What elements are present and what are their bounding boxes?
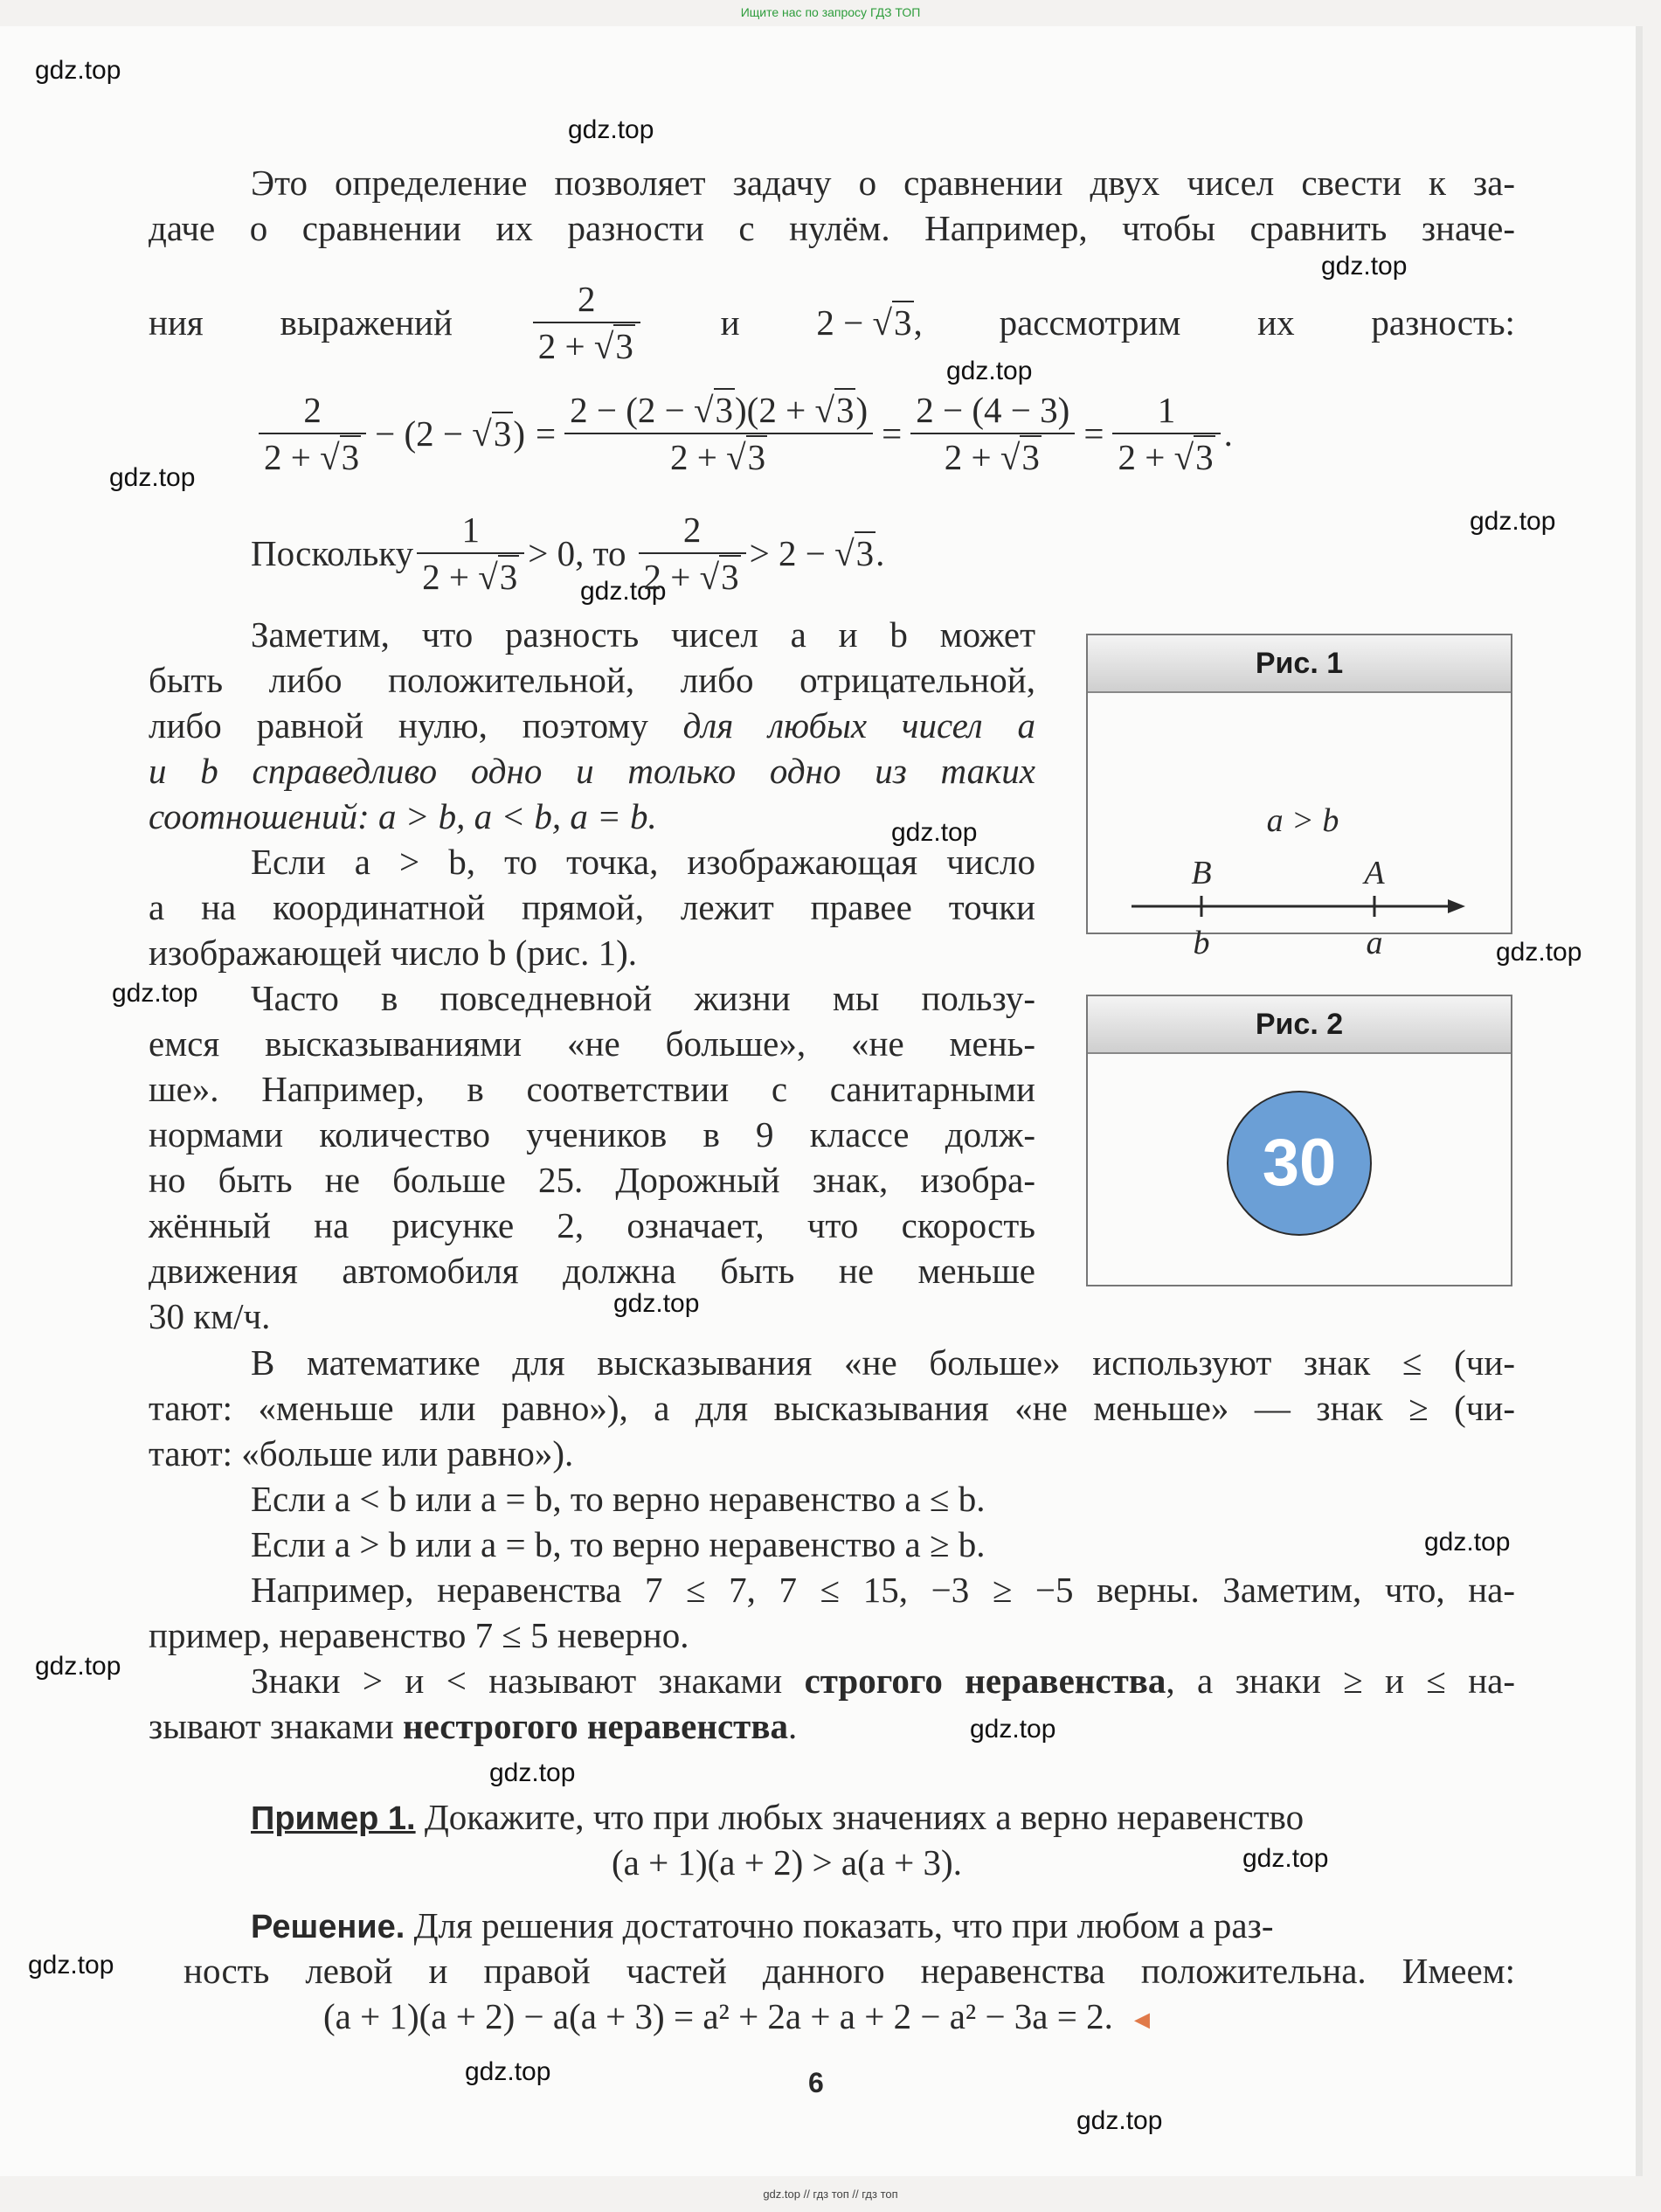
paragraph-line: В математике для высказывания «не больше» используют знак ≤ (чи-: [251, 1342, 1515, 1383]
numerator: 2: [533, 278, 640, 323]
word: выражений: [280, 302, 453, 343]
paragraph-line: Например, неравенства 7 ≤ 7, 7 ≤ 15, −3 ≥ −5 верны. Заметим, что, на-: [251, 1570, 1515, 1610]
value-b-label: b: [1193, 925, 1210, 961]
watermark: gdz.top: [35, 1652, 121, 1681]
figure-1: [1086, 634, 1512, 961]
point-a-label: A: [1364, 855, 1385, 891]
page-edge: [1636, 26, 1643, 2176]
paragraph-line: нормами количество учеников в 9 классе долж-: [149, 1114, 1035, 1155]
conclusion-line: Поскольку $\frac{1}{2 + √3}$ > 0, то $\frac{2}{2 + √3}$ > 2 − √3.: [251, 510, 885, 597]
value-a-label: a: [1366, 925, 1383, 961]
watermark: gdz.top: [891, 818, 978, 847]
speed-sign-number: 30: [1262, 1126, 1337, 1200]
watermark: gdz.top: [28, 1951, 114, 1980]
figure-title: Рис. 1: [1088, 635, 1511, 693]
figure-2: [1086, 995, 1512, 1286]
paragraph-line: даче о сравнении их разности с нулём. Например, чтобы сравнить значе-: [149, 208, 1515, 248]
top-banner[interactable]: Ищите нас по запросу ГДЗ ТОП: [740, 5, 921, 19]
fraction: $\frac{2 - (4 - 3)}{2 + √3}$: [910, 389, 1075, 478]
word: и: [720, 302, 740, 343]
solution-line: Решение. Для решения достаточно показать, что при любом a раз-: [251, 1905, 1274, 1945]
watermark: gdz.top: [1242, 1844, 1329, 1873]
denominator: 2 + √3: [537, 326, 633, 366]
end-of-proof-icon: ◄: [1129, 2006, 1155, 2035]
word: рассмотрим: [999, 302, 1181, 343]
number-line-diagram: [1088, 693, 1511, 961]
bottom-banner[interactable]: gdz.top // гдз топ // гдз топ: [763, 2188, 898, 2201]
solution-label: Решение.: [251, 1909, 405, 1945]
relation-label: a > b: [1266, 802, 1339, 839]
arrow-head: [1448, 899, 1465, 913]
paragraph-line: зывают знаками нестрогого неравенства.: [149, 1706, 798, 1746]
paragraph-line: соотношений: a > b, a < b, a = b.: [149, 796, 657, 836]
paragraph-line: [149, 278, 1515, 367]
watermark: gdz.top: [489, 1758, 576, 1787]
watermark: gdz.top: [946, 357, 1033, 385]
fraction: [533, 278, 640, 367]
word: ния: [149, 302, 204, 343]
fraction: $\frac{2}{2 + √3}$: [259, 389, 366, 478]
word: их: [1257, 302, 1295, 343]
paragraph-line: Часто в повседневной жизни мы пользу-: [251, 978, 1035, 1018]
word: Поскольку: [251, 533, 414, 573]
fraction: $\frac{1}{2 + √3}$: [417, 509, 524, 598]
watermark: gdz.top: [970, 1715, 1056, 1744]
paragraph-line: ше». Например, в соответствии с санитарными: [149, 1069, 1035, 1109]
figure-title: Рис. 2: [1088, 996, 1511, 1054]
example-formula: (a + 1)(a + 2) > a(a + 3).: [612, 1842, 962, 1883]
paragraph-line: Если a > b, то точка, изображающая число: [251, 842, 1035, 882]
paragraph-line: изображающей число b (рис. 1).: [149, 933, 637, 973]
example-heading: Пример 1. Докажите, что при любых значениях a верно неравенство: [251, 1797, 1305, 1837]
watermark: gdz.top: [1321, 252, 1408, 281]
paragraph-line: Заметим, что разность чисел a и b может: [251, 614, 1035, 655]
paragraph-line: емся высказываниями «не больше», «не мень-: [149, 1023, 1035, 1064]
word: разность:: [1371, 302, 1515, 343]
watermark: gdz.top: [35, 56, 121, 85]
paragraph-line: Если a < b или a = b, то верно неравенство a ≤ b.: [251, 1479, 986, 1519]
watermark: gdz.top: [112, 979, 198, 1008]
paragraph-line: жённый на рисунке 2, означает, что скорость: [149, 1205, 1035, 1245]
road-sign-drawing: [1088, 1054, 1511, 1285]
fraction: $\frac{2 - (2 - √3)(2 + √3)}{2 + √3}$: [564, 389, 873, 478]
paragraph-line: a на координатной прямой, лежит правее точки: [149, 887, 1035, 927]
fraction: $\frac{1}{2 + √3}$: [1112, 389, 1220, 478]
paragraph-line: пример, неравенство 7 ≤ 5 неверно.: [149, 1615, 689, 1655]
paragraph-line: тают: «больше или равно»).: [149, 1433, 574, 1474]
watermark: gdz.top: [1076, 2106, 1163, 2135]
fraction: $\frac{2}{2 + √3}$: [639, 509, 746, 598]
paragraph-line: и b справедливо одно и только одно из таких: [149, 751, 1035, 791]
watermark: gdz.top: [1470, 507, 1556, 536]
paragraph-line: Это определение позволяет задачу о сравнении двух чисел свести к за-: [251, 163, 1515, 203]
watermark: gdz.top: [1424, 1528, 1511, 1557]
paragraph-line: ность левой и правой частей данного неравенства положительна. Имеем:: [183, 1951, 1515, 1991]
point-b-label: B: [1191, 855, 1212, 891]
paragraph-line: либо равной нулю, поэтому для любых чисел a: [149, 705, 1036, 745]
watermark: gdz.top: [1496, 938, 1582, 967]
watermark: gdz.top: [580, 577, 667, 606]
paragraph-line: Если a > b или a = b, то верно неравенство a ≥ b.: [251, 1524, 986, 1564]
paragraph-line: движения автомобиля должна быть не меньше: [149, 1251, 1035, 1291]
paragraph-line: Знаки > и < называют знаками строгого неравенства, а знаки ≥ и ≤ на-: [251, 1661, 1515, 1701]
watermark: gdz.top: [465, 2057, 551, 2086]
page-number: 6: [808, 2067, 824, 2098]
example-label: Пример 1.: [251, 1800, 416, 1837]
paragraph-line: тают: «меньше или равно»), а для высказывания «не меньше» — знак ≥ (чи-: [149, 1388, 1515, 1428]
watermark: gdz.top: [568, 115, 654, 144]
sqrt-symbol: √3: [593, 326, 633, 366]
expression: 2 − √3,: [816, 302, 923, 343]
sqrt-symbol: √3: [872, 302, 912, 343]
expression: − (2 − √3): [375, 413, 525, 454]
paragraph-line: но быть не больше 25. Дорожный знак, изобра-: [149, 1160, 1035, 1200]
difference-equation: $\frac{2}{2 + √3}$ − (2 − √3) = $\frac{2 - (2 - √3)(2 + √3)}{2 + √3}$ = $\frac{2 - (4 - 3)}{2 + √3}$ = $\frac{1}{2 + √3}$ .: [255, 389, 1233, 478]
paragraph-line: быть либо положительной, либо отрицательной,: [149, 660, 1035, 700]
paragraph-line: 30 км/ч.: [149, 1296, 271, 1336]
solution-formula: (a + 1)(a + 2) − a(a + 3) = a² + 2a + a + 2 − a² − 3a = 2. ◄: [323, 1996, 1155, 2036]
watermark: gdz.top: [109, 463, 196, 492]
watermark: gdz.top: [613, 1289, 700, 1318]
